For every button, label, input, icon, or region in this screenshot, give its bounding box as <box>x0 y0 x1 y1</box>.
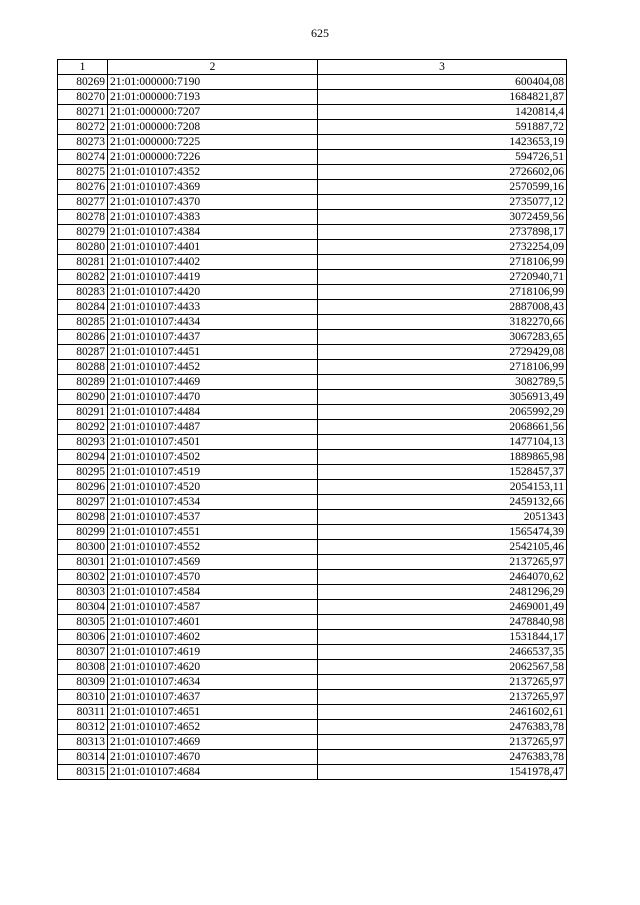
cadastral-number-cell: 21:01:010107:4469 <box>108 375 318 390</box>
row-number-cell: 80276 <box>58 180 108 195</box>
cadastral-number-cell: 21:01:010107:4684 <box>108 765 318 780</box>
value-cell: 2735077,12 <box>318 195 567 210</box>
table-row <box>58 435 567 450</box>
value-cell: 2726602,06 <box>318 165 567 180</box>
row-number-cell: 80295 <box>58 465 108 480</box>
cadastral-number-cell: 21:01:010107:4352 <box>108 165 318 180</box>
table-row <box>58 690 567 705</box>
table-row <box>58 570 567 585</box>
value-cell: 2478840,98 <box>318 615 567 630</box>
row-number-cell: 80315 <box>58 765 108 780</box>
cadastral-number-cell: 21:01:010107:4587 <box>108 600 318 615</box>
row-number-cell: 80271 <box>58 105 108 120</box>
value-cell: 2718106,99 <box>318 360 567 375</box>
cadastral-number-cell: 21:01:000000:7207 <box>108 105 318 120</box>
table-row <box>58 330 567 345</box>
cadastral-number-cell: 21:01:010107:4370 <box>108 195 318 210</box>
value-cell: 2068661,56 <box>318 420 567 435</box>
header-col-1: 1 <box>58 60 108 75</box>
value-cell: 591887,72 <box>318 120 567 135</box>
row-number-cell: 80269 <box>58 75 108 90</box>
table-row <box>58 765 567 780</box>
cadastral-number-cell: 21:01:000000:7190 <box>108 75 318 90</box>
cadastral-number-cell: 21:01:010107:4534 <box>108 495 318 510</box>
value-cell: 1684821,87 <box>318 90 567 105</box>
row-number-cell: 80275 <box>58 165 108 180</box>
row-number-cell: 80314 <box>58 750 108 765</box>
value-cell: 1423653,19 <box>318 135 567 150</box>
row-number-cell: 80279 <box>58 225 108 240</box>
row-number-cell: 80299 <box>58 525 108 540</box>
row-number-cell: 80312 <box>58 720 108 735</box>
header-col-2: 2 <box>108 60 318 75</box>
table-header <box>58 60 567 75</box>
value-cell: 1528457,37 <box>318 465 567 480</box>
value-cell: 2732254,09 <box>318 240 567 255</box>
row-number-cell: 80287 <box>58 345 108 360</box>
row-number-cell: 80308 <box>58 660 108 675</box>
row-number-cell: 80306 <box>58 630 108 645</box>
cadastral-number-cell: 21:01:010107:4519 <box>108 465 318 480</box>
value-cell: 1889865,98 <box>318 450 567 465</box>
table-row <box>58 540 567 555</box>
table-row <box>58 375 567 390</box>
table-row <box>58 450 567 465</box>
cadastral-number-cell: 21:01:000000:7208 <box>108 120 318 135</box>
row-number-cell: 80282 <box>58 270 108 285</box>
row-number-cell: 80278 <box>58 210 108 225</box>
value-cell: 2051343 <box>318 510 567 525</box>
cadastral-number-cell: 21:01:010107:4433 <box>108 300 318 315</box>
table-row <box>58 180 567 195</box>
table-row <box>58 480 567 495</box>
cadastral-number-cell: 21:01:010107:4502 <box>108 450 318 465</box>
value-cell: 2459132,66 <box>318 495 567 510</box>
cadastral-number-cell: 21:01:010107:4383 <box>108 210 318 225</box>
row-number-cell: 80296 <box>58 480 108 495</box>
table-row <box>58 135 567 150</box>
table-row <box>58 735 567 750</box>
row-number-cell: 80304 <box>58 600 108 615</box>
cadastral-number-cell: 21:01:010107:4652 <box>108 720 318 735</box>
value-cell: 2887008,43 <box>318 300 567 315</box>
value-cell: 2137265,97 <box>318 690 567 705</box>
cadastral-number-cell: 21:01:000000:7193 <box>108 90 318 105</box>
value-cell: 2137265,97 <box>318 555 567 570</box>
row-number-cell: 80277 <box>58 195 108 210</box>
value-cell: 1531844,17 <box>318 630 567 645</box>
row-number-cell: 80297 <box>58 495 108 510</box>
row-number-cell: 80313 <box>58 735 108 750</box>
value-cell: 2065992,29 <box>318 405 567 420</box>
row-number-cell: 80291 <box>58 405 108 420</box>
value-cell: 1420814,4 <box>318 105 567 120</box>
cadastral-number-cell: 21:01:010107:4402 <box>108 255 318 270</box>
table-row <box>58 240 567 255</box>
row-number-cell: 80285 <box>58 315 108 330</box>
value-cell: 2137265,97 <box>318 675 567 690</box>
row-number-cell: 80281 <box>58 255 108 270</box>
value-cell: 1477104,13 <box>318 435 567 450</box>
row-number-cell: 80280 <box>58 240 108 255</box>
table-row <box>58 510 567 525</box>
row-number-cell: 80293 <box>58 435 108 450</box>
table-row <box>58 390 567 405</box>
table-row <box>58 270 567 285</box>
cadastral-number-cell: 21:01:010107:4470 <box>108 390 318 405</box>
cadastral-number-cell: 21:01:000000:7226 <box>108 150 318 165</box>
cadastral-number-cell: 21:01:010107:4451 <box>108 345 318 360</box>
table-row <box>58 120 567 135</box>
cadastral-number-cell: 21:01:010107:4484 <box>108 405 318 420</box>
cadastral-number-cell: 21:01:010107:4437 <box>108 330 318 345</box>
value-cell: 3056913,49 <box>318 390 567 405</box>
cadastral-number-cell: 21:01:010107:4620 <box>108 660 318 675</box>
value-cell: 2476383,78 <box>318 720 567 735</box>
cadastral-number-cell: 21:01:010107:4419 <box>108 270 318 285</box>
value-cell: 1541978,47 <box>318 765 567 780</box>
table-row <box>58 420 567 435</box>
row-number-cell: 80305 <box>58 615 108 630</box>
cadastral-number-cell: 21:01:010107:4384 <box>108 225 318 240</box>
row-number-cell: 80303 <box>58 585 108 600</box>
value-cell: 2729429,08 <box>318 345 567 360</box>
value-cell: 2464070,62 <box>318 570 567 585</box>
value-cell: 3182270,66 <box>318 315 567 330</box>
row-number-cell: 80288 <box>58 360 108 375</box>
cadastral-number-cell: 21:01:010107:4401 <box>108 240 318 255</box>
value-cell: 2466537,35 <box>318 645 567 660</box>
header-row <box>58 60 567 75</box>
cadastral-number-cell: 21:01:010107:4602 <box>108 630 318 645</box>
table-row <box>58 600 567 615</box>
header-col-3: 3 <box>318 60 567 75</box>
cadastral-number-cell: 21:01:010107:4570 <box>108 570 318 585</box>
table-row <box>58 645 567 660</box>
table-row <box>58 210 567 225</box>
row-number-cell: 80292 <box>58 420 108 435</box>
table-row <box>58 750 567 765</box>
page-number: 625 <box>311 26 329 40</box>
cadastral-number-cell: 21:01:010107:4551 <box>108 525 318 540</box>
cadastral-number-cell: 21:01:000000:7225 <box>108 135 318 150</box>
table-row <box>58 150 567 165</box>
row-number-cell: 80272 <box>58 120 108 135</box>
table-row <box>58 315 567 330</box>
value-cell: 2570599,16 <box>318 180 567 195</box>
table-row <box>58 705 567 720</box>
value-cell: 2054153,11 <box>318 480 567 495</box>
value-cell: 3072459,56 <box>318 210 567 225</box>
row-number-cell: 80284 <box>58 300 108 315</box>
table-row <box>58 525 567 540</box>
table-row <box>58 195 567 210</box>
cadastral-number-cell: 21:01:010107:4420 <box>108 285 318 300</box>
table-row <box>58 495 567 510</box>
table-row <box>58 660 567 675</box>
table-body <box>58 75 567 780</box>
value-cell: 2062567,58 <box>318 660 567 675</box>
table-row <box>58 465 567 480</box>
table-row <box>58 300 567 315</box>
value-cell: 600404,08 <box>318 75 567 90</box>
cadastral-number-cell: 21:01:010107:4601 <box>108 615 318 630</box>
table-row <box>58 555 567 570</box>
value-cell: 2476383,78 <box>318 750 567 765</box>
cadastral-number-cell: 21:01:010107:4520 <box>108 480 318 495</box>
table-row <box>58 90 567 105</box>
table-row <box>58 720 567 735</box>
cadastral-number-cell: 21:01:010107:4369 <box>108 180 318 195</box>
value-cell: 3067283,65 <box>318 330 567 345</box>
row-number-cell: 80290 <box>58 390 108 405</box>
table-row <box>58 75 567 90</box>
row-number-cell: 80274 <box>58 150 108 165</box>
table-row <box>58 405 567 420</box>
cadastral-number-cell: 21:01:010107:4552 <box>108 540 318 555</box>
value-cell: 2737898,17 <box>318 225 567 240</box>
row-number-cell: 80294 <box>58 450 108 465</box>
table-row <box>58 345 567 360</box>
value-cell: 2469001,49 <box>318 600 567 615</box>
table-row <box>58 105 567 120</box>
cadastral-number-cell: 21:01:010107:4669 <box>108 735 318 750</box>
cadastral-number-cell: 21:01:010107:4637 <box>108 690 318 705</box>
value-cell: 2137265,97 <box>318 735 567 750</box>
row-number-cell: 80300 <box>58 540 108 555</box>
cadastral-number-cell: 21:01:010107:4651 <box>108 705 318 720</box>
cadastral-number-cell: 21:01:010107:4670 <box>108 750 318 765</box>
row-number-cell: 80307 <box>58 645 108 660</box>
row-number-cell: 80301 <box>58 555 108 570</box>
value-cell: 2461602,61 <box>318 705 567 720</box>
value-cell: 2718106,99 <box>318 255 567 270</box>
table-row <box>58 360 567 375</box>
value-cell: 2542105,46 <box>318 540 567 555</box>
value-cell: 2720940,71 <box>318 270 567 285</box>
table-row <box>58 255 567 270</box>
table-row <box>58 165 567 180</box>
cadastral-number-cell: 21:01:010107:4569 <box>108 555 318 570</box>
value-cell: 2481296,29 <box>318 585 567 600</box>
table-row <box>58 675 567 690</box>
cadastral-number-cell: 21:01:010107:4537 <box>108 510 318 525</box>
table-row <box>58 585 567 600</box>
cadastral-number-cell: 21:01:010107:4452 <box>108 360 318 375</box>
cadastral-number-cell: 21:01:010107:4634 <box>108 675 318 690</box>
row-number-cell: 80273 <box>58 135 108 150</box>
table-row <box>58 225 567 240</box>
value-cell: 2718106,99 <box>318 285 567 300</box>
value-cell: 594726,51 <box>318 150 567 165</box>
cadastral-number-cell: 21:01:010107:4619 <box>108 645 318 660</box>
table-row <box>58 630 567 645</box>
cadastral-number-cell: 21:01:010107:4434 <box>108 315 318 330</box>
table-row <box>58 615 567 630</box>
row-number-cell: 80311 <box>58 705 108 720</box>
data-table <box>57 59 567 780</box>
row-number-cell: 80310 <box>58 690 108 705</box>
cadastral-number-cell: 21:01:010107:4487 <box>108 420 318 435</box>
row-number-cell: 80302 <box>58 570 108 585</box>
cadastral-number-cell: 21:01:010107:4584 <box>108 585 318 600</box>
value-cell: 3082789,5 <box>318 375 567 390</box>
row-number-cell: 80298 <box>58 510 108 525</box>
row-number-cell: 80286 <box>58 330 108 345</box>
row-number-cell: 80289 <box>58 375 108 390</box>
row-number-cell: 80309 <box>58 675 108 690</box>
value-cell: 1565474,39 <box>318 525 567 540</box>
row-number-cell: 80283 <box>58 285 108 300</box>
row-number-cell: 80270 <box>58 90 108 105</box>
table-row <box>58 285 567 300</box>
cadastral-number-cell: 21:01:010107:4501 <box>108 435 318 450</box>
